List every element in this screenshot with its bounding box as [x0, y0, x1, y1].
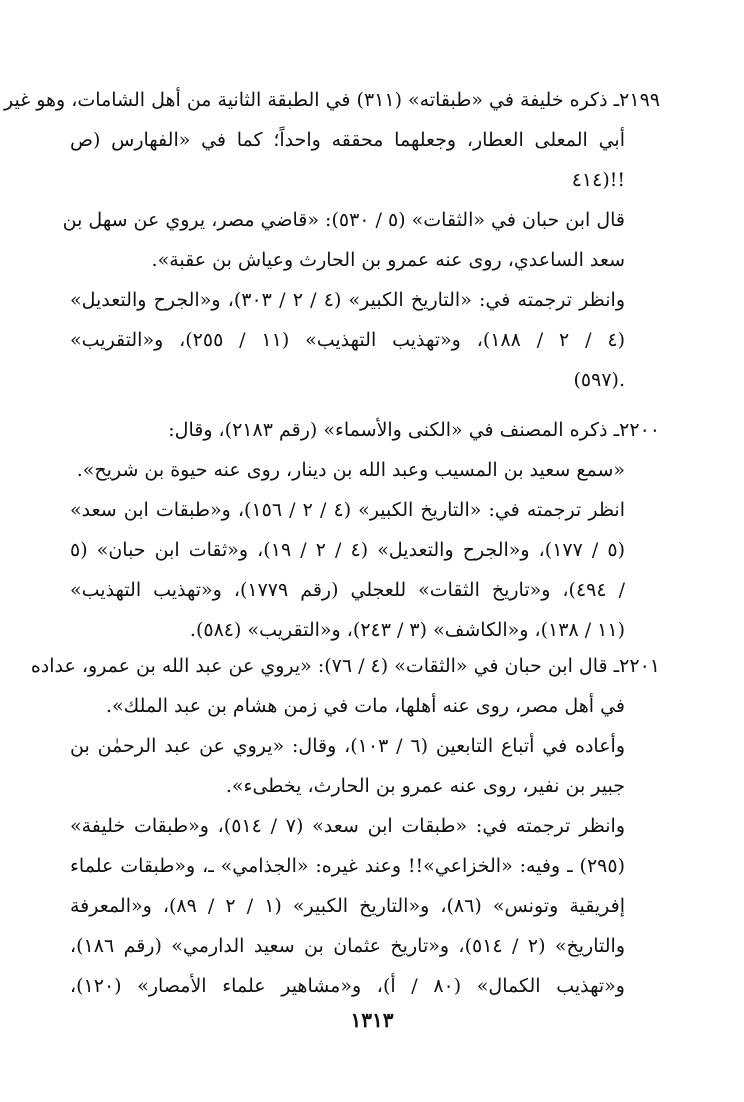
entry-heading-line: ٢٢٠٠ـ ذكره المصنف في «الكنى والأسماء» (رقم ٢١٨٣)، وقال:	[168, 419, 660, 441]
text-line: وأعاده في أتباع التابعين (٦ / ١٠٣)، وقال: «يروي عن عبد الرحمٰن بن	[70, 735, 626, 757]
text-line: (٥ / ١٧٧)، و«الجرح والتعديل» (٤ / ٢ / ١٩)، و«ثقات ابن حبان» (٥	[70, 539, 626, 561]
text-line: «سمع سعيد بن المسيب وعبد الله بن دينار، روى عنه حيوة بن شريح».	[76, 459, 625, 481]
text-line: سعد الساعدي، روى عنه عمرو بن الحارث وعياش بن عقبة».	[151, 249, 625, 271]
entry-2201	[30, 646, 660, 1006]
text-line: (٥٩٧).	[573, 369, 625, 391]
text-line: وانظر ترجمته في: «طبقات ابن سعد» (٧ / ٥١٤)، و«طبقات خليفة»	[70, 815, 625, 837]
text-line: انظر ترجمته في: «التاريخ الكبير» (٤ / ٢ / ١٥٦)، و«طبقات ابن سعد»	[70, 499, 625, 521]
text-line: والتاريخ» (٢ / ٥١٤)، و«تاريخ عثمان بن سعيد الدارمي» (رقم ١٨٦)،	[70, 935, 626, 957]
page-number: ١٣١٣	[350, 1008, 394, 1032]
text-line: و«تهذيب الكمال» (٨٠ / أ)، و«مشاهير علماء الأمصار» (١٢٠)،	[70, 975, 625, 997]
text-line: وانظر ترجمته في: «التاريخ الكبير» (٤ / ٢ / ٣٠٣)، و«الجرح والتعديل»	[70, 289, 625, 311]
text-line: ٤١٤)!!	[571, 169, 625, 191]
text-line: / ٤٩٤)، و«تاريخ الثقات» للعجلي (رقم ١٧٧٩)، و«تهذيب التهذيب»	[70, 579, 625, 601]
text-line: (٢٩٥) ـ وفيه: «الخزاعي»!! وعند غيره: «الجذامي» ـ، و«طبقات علماء	[70, 855, 625, 877]
text-line: إفريقية وتونس» (٨٦)، و«التاريخ الكبير» (١ / ٢ / ٨٩)، و«المعرفة	[70, 895, 625, 917]
text-line: (١١ / ١٣٨)، و«الكاشف» (٣ / ٢٤٣)، و«التقريب» (٥٨٤).	[189, 619, 625, 641]
text-line: قال ابن حبان في «الثقات» (٥ / ٥٣٠): «قاضي مصر، يروي عن سهل بن	[62, 209, 625, 231]
entry-heading-line: ٢١٩٩ـ ذكره خليفة في «طبقاته» (٣١١) في الطبقة الثانية من أهل الشامات، وهو غير	[4, 89, 660, 111]
entry-2200	[70, 410, 660, 650]
text-line: أبي المعلى العطار، وجعلهما محققه واحداً؛ كما في «الفهارس (ص	[70, 129, 625, 151]
text-line: في أهل مصر، روى عنه أهلها، مات في زمن هشام بن عبد الملك».	[105, 695, 625, 717]
entry-heading-line: ٢٢٠١ـ قال ابن حبان في «الثقات» (٤ / ٧٦): «يروي عن عبد الله بن عمرو، عداده	[30, 655, 660, 677]
text-line: جبير بن نفير، روى عنه عمرو بن الحارث، يخطىء».	[225, 775, 625, 797]
text-line: (٤ / ٢ / ١٨٨)، و«تهذيب التهذيب» (١١ / ٢٥٥)، و«التقريب»	[70, 329, 625, 351]
entry-2199	[4, 80, 660, 400]
